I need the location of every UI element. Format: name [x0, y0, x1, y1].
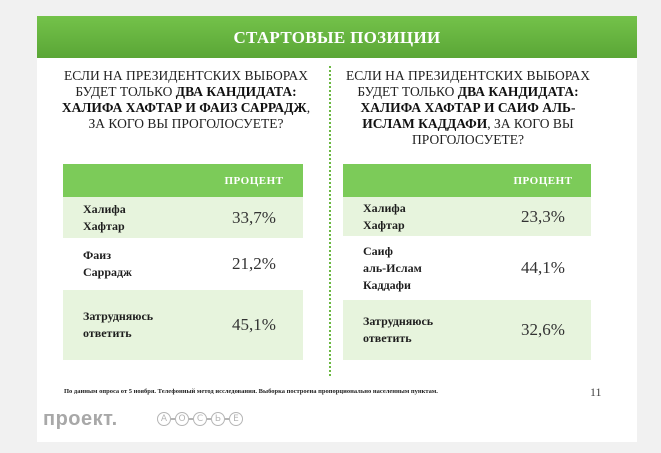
right-question	[337, 68, 599, 148]
right-question-text: ЕСЛИ НА ПРЕЗИДЕНТСКИХ ВЫБОРАХ БУДЕТ ТОЛЬКО	[345, 68, 591, 99]
slide	[37, 16, 637, 442]
candidate-name: Халифа Хафтар	[63, 197, 205, 239]
letter-circle: А	[157, 412, 171, 426]
left-question-text: ЕСЛИ НА ПРЕЗИДЕНТСКИХ ВЫБОРАХ БУДЕТ ТОЛЬКО	[63, 68, 309, 99]
letter-circle: О	[175, 412, 189, 426]
right-question-end: , ЗА КОГО ВЫ ПРОГОЛОСУЕТЕ?	[412, 116, 574, 147]
column-divider	[329, 66, 331, 376]
table-row	[63, 239, 303, 289]
table-row	[343, 197, 591, 237]
table-row	[343, 237, 591, 299]
percent-value: 23,3%	[495, 197, 591, 237]
source-footnote: По данным опроса от 5 ноября. Телефонный метод исследования. Выборка построена пропорционально населенным пунктам.	[64, 388, 438, 395]
right-empty-header	[343, 164, 495, 197]
brand-logo: проект.	[43, 408, 118, 430]
table-row	[63, 289, 303, 361]
percent-value: 32,6%	[495, 299, 591, 361]
candidate-name: Халифа Хафтар	[343, 197, 495, 237]
candidate-name: Затрудняюсь ответить	[343, 299, 495, 361]
right-percent-header: ПРОЦЕНТ	[495, 164, 591, 197]
letter-circle: Ь	[211, 412, 225, 426]
percent-value: 21,2%	[205, 239, 303, 289]
left-question-bold: ДВА КАНДИДАТА: ХАЛИФА ХАФТАР И ФАИЗ САРРАДЖ	[61, 84, 307, 115]
right-question-bold: ДВА КАНДИДАТА: ХАЛИФА ХАФТАР И САИФ АЛЬ-ИСЛАМ КАДДАФИ	[360, 84, 579, 131]
left-question	[57, 68, 315, 132]
candidate-name: Затрудняюсь ответить	[63, 289, 205, 361]
right-results-table	[343, 164, 591, 362]
table-row	[343, 299, 591, 361]
left-empty-header	[63, 164, 205, 197]
letter-circle: С	[193, 412, 207, 426]
left-percent-header: ПРОЦЕНТ	[205, 164, 303, 197]
percent-value: 33,7%	[205, 197, 303, 239]
table-row	[63, 197, 303, 239]
letters-logo	[157, 412, 243, 426]
page-number: 11	[590, 385, 602, 399]
left-question-end: , ЗА КОГО ВЫ ПРОГОЛОСУЕТЕ?	[88, 100, 311, 131]
letter-circle: Е	[229, 412, 243, 426]
slide-title: СТАРТОВЫЕ ПОЗИЦИИ	[37, 16, 637, 58]
percent-value: 44,1%	[495, 237, 591, 299]
percent-value: 45,1%	[205, 289, 303, 361]
candidate-name: Саиф аль-Ислам Каддафи	[343, 237, 495, 299]
candidate-name: Фаиз Саррадж	[63, 239, 205, 289]
left-results-table	[63, 164, 303, 362]
